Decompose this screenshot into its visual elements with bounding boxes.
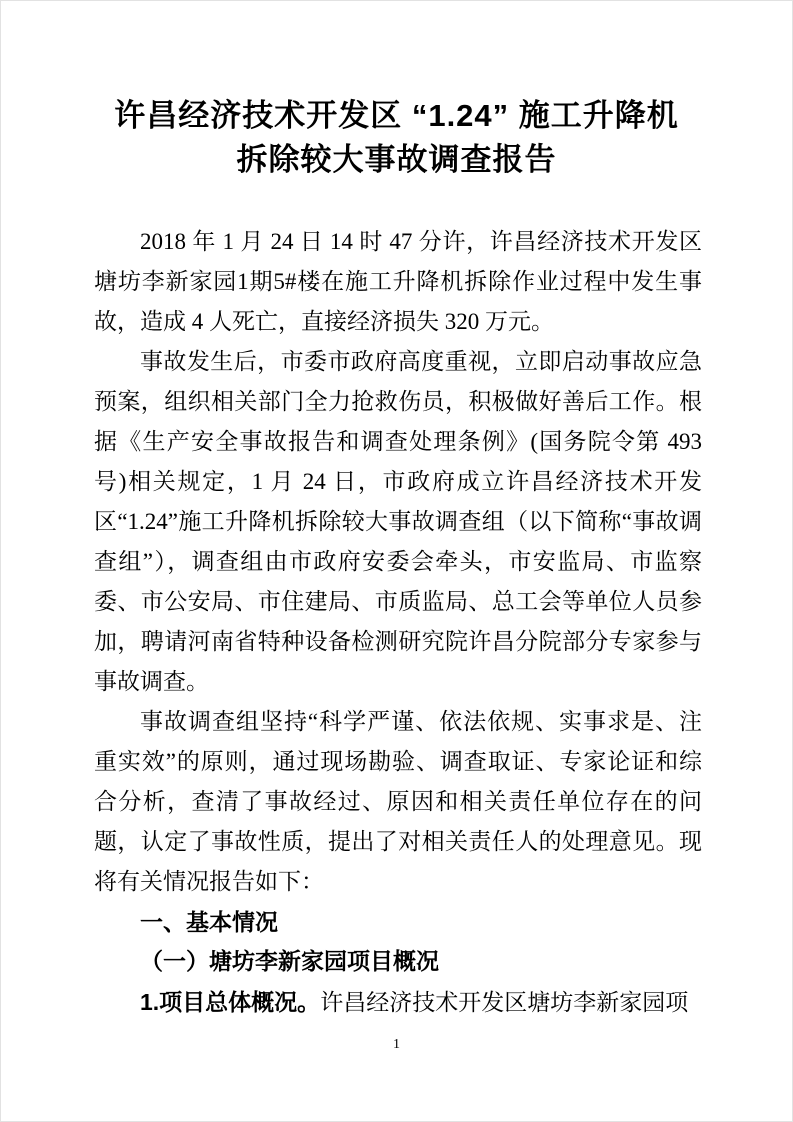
item-lead-text: 许昌经济技术开发区塘坊李新家园项 (320, 990, 689, 1015)
report-title-line-1: 许昌经济技术开发区 “1.24” 施工升降机 (114, 98, 679, 133)
report-title-line-2: 拆除较大事故调查报告 (236, 142, 557, 177)
subsection-heading-project-overview: （一）塘坊李新家园项目概况 (140, 949, 439, 974)
paragraph-project-general-overview (94, 982, 702, 1023)
item-lead-label: 1.项目总体概况。 (140, 989, 321, 1015)
paragraph-investigation-principles: 事故调查组坚持“科学严谨、依法依规、实事求是、注重实效”的原则，通过现场勘验、调查取证、专家论证和综合分析，查清了事故经过、原因和相关责任单位存在的问题，认定了事故性质，提出了对相关责任人的处理意见。现将有关情况报告如下： (94, 709, 702, 894)
section-heading-basic-situation: 一、基本情况 (140, 909, 278, 935)
page-number: 1 (393, 1037, 400, 1052)
document-body (94, 222, 702, 1023)
paragraph-accident-summary: 2018 年 1 月 24 日 14 时 47 分许，许昌经济技术开发区塘坊李新家园1期5#楼在施工升降机拆除作业过程中发生事故，造成 4 人死亡，直接经济损失 320 万元。 (94, 229, 702, 334)
report-title (41, 94, 752, 182)
paragraph-investigation-setup: 事故发生后，市委市政府高度重视，立即启动事故应急预案，组织相关部门全力抢救伤员，积极做好善后工作。根据《生产安全事故报告和调查处理条例》(国务院令第 493 号)相关规定，1 月 24 日，市政府成立许昌经济技术开发区“1.24”施工升降机拆除较大事故调查组（以下简称“事故调查组”），调查组由市政府安委会牵头，市安监局、市监察委、市公安局、市住建局、市质监局、总工会等单位人员参加，聘请河南省特种设备检测研究院许昌分院部分专家参与事故调查。 (94, 349, 702, 694)
